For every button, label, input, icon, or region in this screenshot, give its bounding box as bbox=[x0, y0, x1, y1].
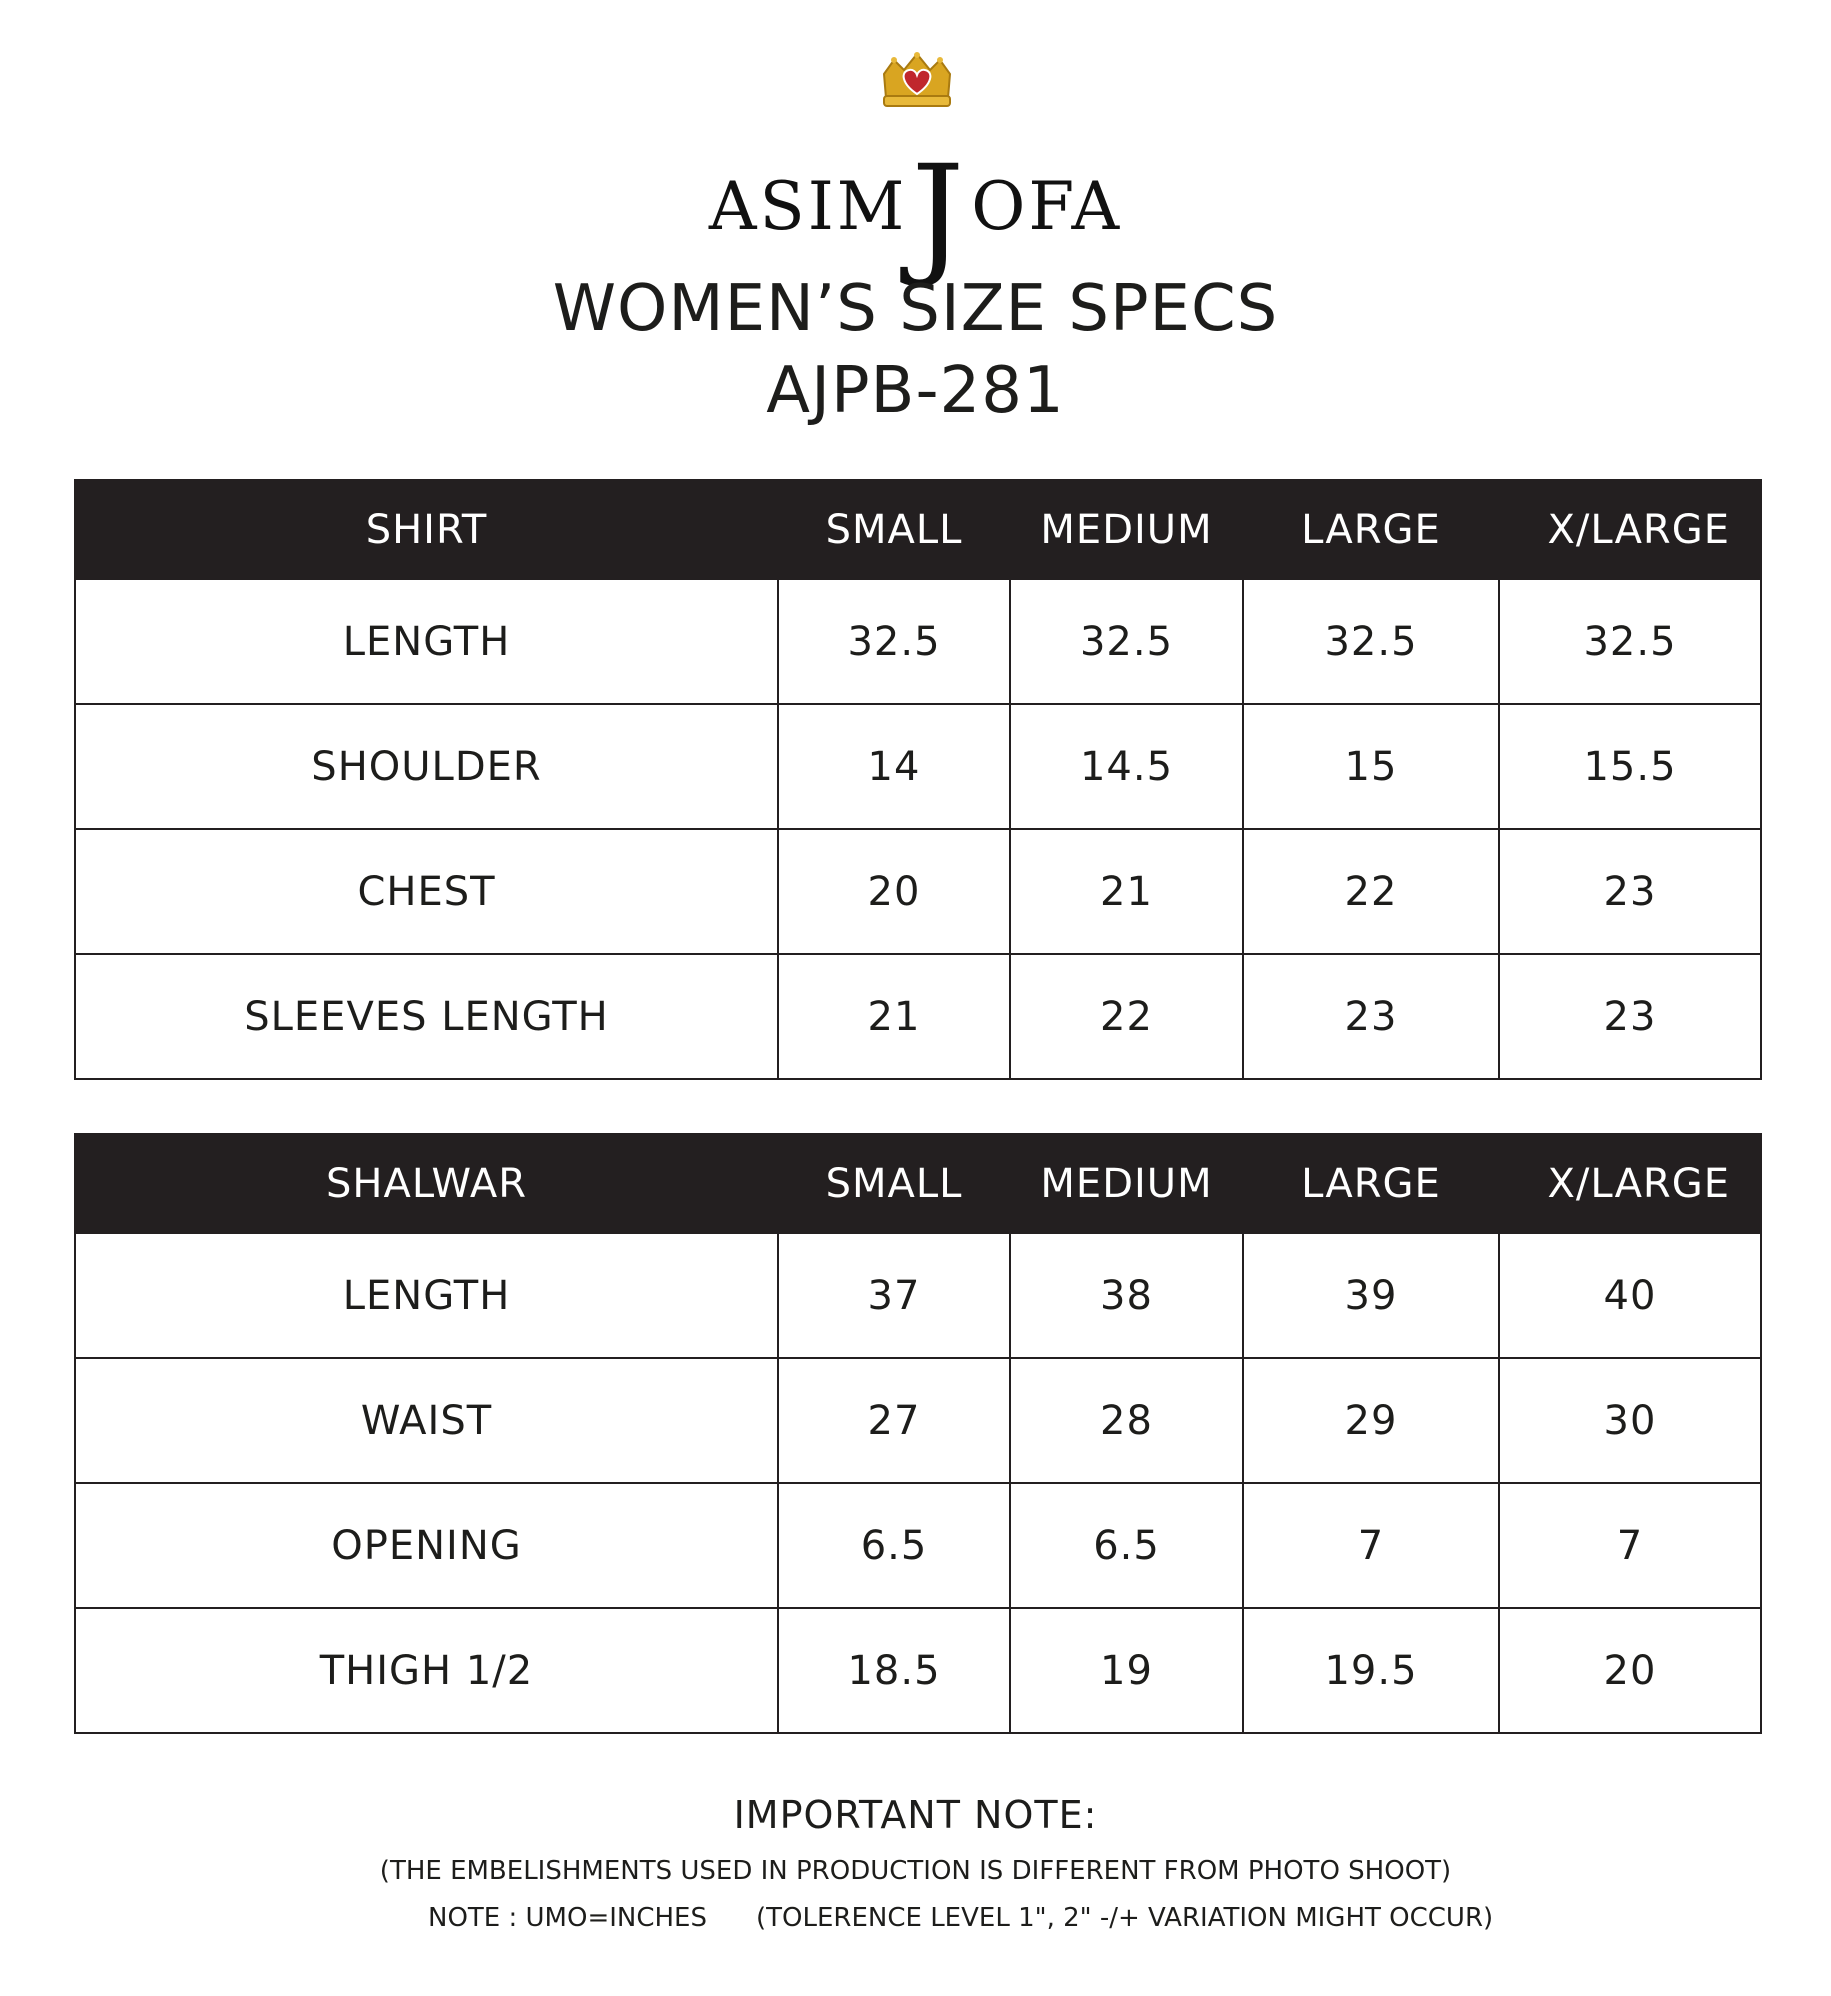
table-row bbox=[75, 1233, 1761, 1358]
table-row bbox=[75, 829, 1761, 954]
table-cell: 40 bbox=[1499, 1233, 1761, 1358]
table-cell: 6.5 bbox=[1010, 1483, 1243, 1608]
header-cell: SHALWAR bbox=[75, 1134, 778, 1233]
table-header-row bbox=[75, 480, 1761, 579]
table-cell: 22 bbox=[1243, 829, 1499, 954]
embellishment-note: (THE EMBELISHMENTS USED IN PRODUCTION IS DIFFERENT FROM PHOTO SHOOT) bbox=[379, 1856, 1452, 1886]
table-row bbox=[75, 1358, 1761, 1483]
table-cell: 18.5 bbox=[778, 1608, 1010, 1733]
crown-heart-icon bbox=[878, 52, 956, 110]
row-label: CHEST bbox=[75, 829, 778, 954]
header-cell: MEDIUM bbox=[1010, 480, 1243, 579]
row-label: WAIST bbox=[75, 1358, 778, 1483]
header-cell: SMALL bbox=[778, 1134, 1010, 1233]
table-row bbox=[75, 579, 1761, 704]
table-row bbox=[75, 1608, 1761, 1733]
table-row bbox=[75, 704, 1761, 829]
table-header-row bbox=[75, 1134, 1761, 1233]
brand-name-j: J bbox=[911, 137, 968, 291]
table-row bbox=[75, 1483, 1761, 1608]
important-note-title: IMPORTANT NOTE: bbox=[733, 1793, 1098, 1837]
table-cell: 7 bbox=[1243, 1483, 1499, 1608]
table-cell: 23 bbox=[1499, 829, 1761, 954]
table-cell: 22 bbox=[1010, 954, 1243, 1079]
table-cell: 30 bbox=[1499, 1358, 1761, 1483]
table-cell: 20 bbox=[1499, 1608, 1761, 1733]
table-cell: 38 bbox=[1010, 1233, 1243, 1358]
brand-logo bbox=[0, 48, 1831, 291]
shalwar-size-table bbox=[74, 1133, 1762, 1734]
header-cell: X/LARGE bbox=[1499, 480, 1761, 579]
table-cell: 28 bbox=[1010, 1358, 1243, 1483]
row-label: LENGTH bbox=[75, 1233, 778, 1358]
table-cell: 23 bbox=[1499, 954, 1761, 1079]
table-cell: 15 bbox=[1243, 704, 1499, 829]
table-cell: 14.5 bbox=[1010, 704, 1243, 829]
table-cell: 32.5 bbox=[1243, 579, 1499, 704]
table-cell: 20 bbox=[778, 829, 1010, 954]
row-label: THIGH 1/2 bbox=[75, 1608, 778, 1733]
table-cell: 14 bbox=[778, 704, 1010, 829]
header-cell: LARGE bbox=[1243, 480, 1499, 579]
unit-note: NOTE : UMO=INCHES bbox=[428, 1903, 707, 1933]
row-label: LENGTH bbox=[75, 579, 778, 704]
row-label: SLEEVES LENGTH bbox=[75, 954, 778, 1079]
table-cell: 32.5 bbox=[1010, 579, 1243, 704]
table-cell: 39 bbox=[1243, 1233, 1499, 1358]
table-cell: 7 bbox=[1499, 1483, 1761, 1608]
brand-name bbox=[0, 137, 1831, 291]
page-title: WOMEN’S SIZE SPECS bbox=[552, 272, 1279, 346]
table-cell: 32.5 bbox=[1499, 579, 1761, 704]
tolerance-note: (TOLERENCE LEVEL 1", 2" -/+ VARIATION MIGHT OCCUR) bbox=[756, 1903, 1494, 1933]
table-cell: 29 bbox=[1243, 1358, 1499, 1483]
header-cell: SHIRT bbox=[75, 480, 778, 579]
table-cell: 15.5 bbox=[1499, 704, 1761, 829]
header-cell: X/LARGE bbox=[1499, 1134, 1761, 1233]
table-cell: 21 bbox=[778, 954, 1010, 1079]
table-cell: 27 bbox=[778, 1358, 1010, 1483]
table-cell: 23 bbox=[1243, 954, 1499, 1079]
table-cell: 6.5 bbox=[778, 1483, 1010, 1608]
brand-name-left: ASIM bbox=[708, 168, 908, 245]
table-cell: 19 bbox=[1010, 1608, 1243, 1733]
table-cell: 32.5 bbox=[778, 579, 1010, 704]
brand-name-right: OFA bbox=[971, 168, 1123, 245]
row-label: SHOULDER bbox=[75, 704, 778, 829]
table-row bbox=[75, 954, 1761, 1079]
header-cell: MEDIUM bbox=[1010, 1134, 1243, 1233]
table-cell: 21 bbox=[1010, 829, 1243, 954]
product-code: AJPB-281 bbox=[766, 354, 1065, 428]
shirt-size-table bbox=[74, 479, 1762, 1080]
header-cell: SMALL bbox=[778, 480, 1010, 579]
header-cell: LARGE bbox=[1243, 1134, 1499, 1233]
row-label: OPENING bbox=[75, 1483, 778, 1608]
table-cell: 19.5 bbox=[1243, 1608, 1499, 1733]
table-cell: 37 bbox=[778, 1233, 1010, 1358]
